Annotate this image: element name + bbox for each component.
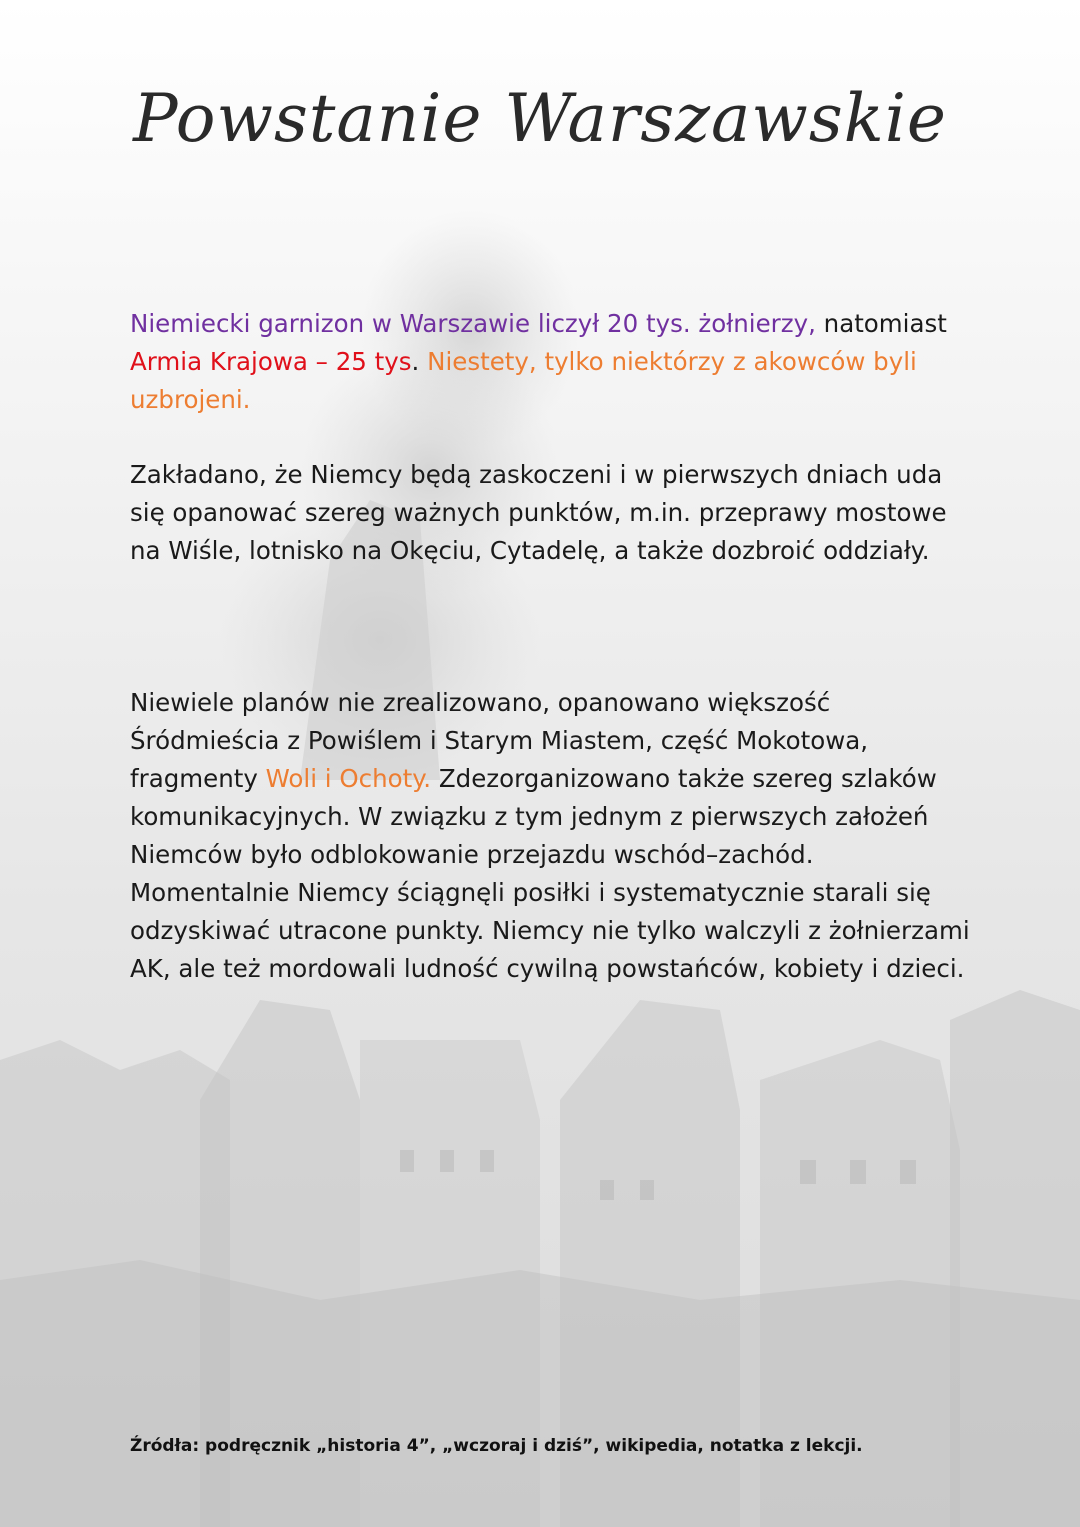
wola-ochota-text: Woli i Ochoty. — [265, 764, 432, 793]
armed-note-text: Niestety, tylko niektórzy z akowców byli uzbrojeni. — [130, 347, 917, 414]
sources-note: Źródła: podręcznik „historia 4”, „wczoraj i dziś”, wikipedia, notatka z lekcji. — [130, 1436, 863, 1456]
home-army-text: Armia Krajowa – 25 tys — [130, 347, 412, 376]
paragraph-outcome — [130, 684, 970, 988]
paragraph-garrison — [130, 305, 970, 419]
paragraph-plans: Zakładano, że Niemcy będą zaskoczeni i w pierwszych dniach uda się opanować szereg ważnych punktów, m.in. przeprawy mostowe na Wiśle, lotnisko na Okęciu, Cytadelę, a także dozbroić oddziały. — [130, 460, 947, 565]
period-text: . — [411, 347, 428, 376]
garrison-text: Niemiecki garnizon w Warszawie liczył 20 tys. żołnierzy, — [130, 309, 816, 338]
page-title: Powstanie Warszawskie — [133, 80, 947, 157]
outcome-text-start: Niewiele planów nie zrealizowano, opanowano większość Śródmieścia z Powiślem i Starym Miastem, część Mokotowa, fragmenty — [130, 688, 869, 793]
outcome-text-end: Zdezorganizowano także szereg szlaków komunikacyjnych. W związku z tym jednym z pierwszych założeń Niemców było odblokowanie przejazdu wschód–zachód. Momentalnie Niemcy ściągnęli posiłki i systematycznie starali się odzyskiwać utracone punkty. Niemcy nie tylko walczyli z żołnierzami AK, ale też mordowali ludność cywilną powstańców, kobiety i dzieci. — [130, 764, 970, 983]
connector-text: natomiast — [815, 309, 947, 338]
